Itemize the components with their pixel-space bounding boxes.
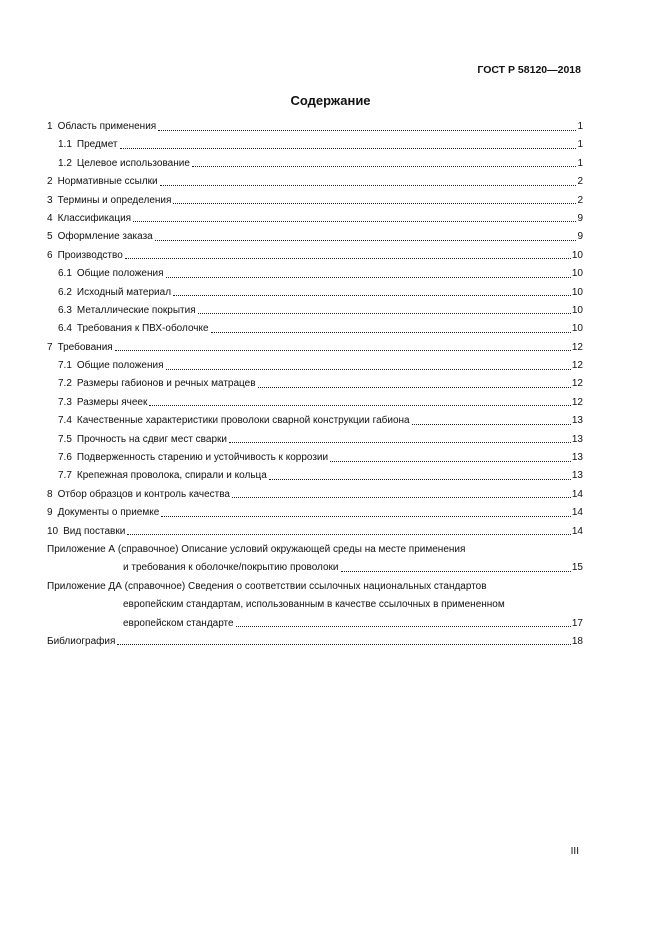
toc-entry: [47, 489, 583, 501]
leader-dots: [166, 369, 571, 370]
toc-page: 17: [571, 617, 583, 629]
toc-text: Отбор образцов и контроль качества: [57, 488, 230, 500]
toc-page: 15: [571, 562, 583, 574]
toc-entry: [47, 287, 583, 299]
appendix-a-title: Приложение А (справочное) Описание условий окружающей среды на месте применения: [47, 543, 466, 555]
toc-text: Целевое использование: [76, 157, 190, 169]
toc-number: 1.1: [58, 139, 72, 151]
appendix-a-entry: [47, 544, 583, 574]
toc-number: 5: [47, 231, 53, 243]
toc-page: 18: [571, 635, 583, 647]
toc-page: 1: [577, 157, 583, 169]
table-of-contents: [47, 121, 583, 654]
toc-page: 2: [577, 176, 583, 188]
leader-dots: [269, 479, 571, 480]
leader-dots: [155, 240, 577, 241]
leader-dots: [166, 277, 571, 278]
toc-text: европейском стандарте: [123, 617, 234, 629]
toc-text: Общие положения: [76, 268, 164, 280]
toc-page: 12: [571, 360, 583, 372]
toc-number: 9: [47, 507, 53, 519]
toc-entry: [47, 139, 583, 151]
leader-dots: [192, 166, 577, 167]
leader-dots: [120, 148, 577, 149]
toc-text: Классификация: [57, 212, 132, 224]
toc-entry: [47, 397, 583, 409]
leader-dots: [198, 313, 571, 314]
toc-entry: [47, 434, 583, 446]
toc-number: 6.4: [58, 323, 72, 335]
leader-dots: [211, 332, 571, 333]
toc-page: 10: [571, 323, 583, 335]
toc-number: 1: [47, 121, 53, 132]
leader-dots: [149, 405, 571, 406]
toc-number: 10: [47, 525, 59, 537]
toc-number: 6.2: [58, 286, 72, 298]
toc-entry: [47, 342, 583, 354]
toc-entry: [47, 507, 583, 519]
toc-page: 14: [571, 525, 583, 537]
toc-text: Нормативные ссылки: [57, 176, 158, 188]
page-title: Содержание: [290, 93, 371, 108]
leader-dots: [412, 424, 571, 425]
toc-number: 1.2: [58, 157, 72, 169]
toc-page: 1: [577, 121, 583, 132]
leader-dots: [330, 461, 571, 462]
toc-text: Область применения: [57, 121, 157, 132]
leader-dots: [160, 185, 577, 186]
toc-entry: [47, 268, 583, 280]
toc-number: 7: [47, 341, 53, 353]
appendix-da-continuation: [47, 618, 583, 630]
toc-text: Общие положения: [76, 360, 164, 372]
toc-entry: [47, 470, 583, 482]
toc-entry: [47, 158, 583, 170]
toc-entry: [47, 360, 583, 372]
toc-page: 10: [571, 286, 583, 298]
leader-dots: [115, 350, 571, 351]
leader-dots: [258, 387, 571, 388]
toc-text: Крепежная проволока, спирали и кольца: [76, 470, 267, 482]
toc-text: Требования к ПВХ-оболочке: [76, 323, 209, 335]
toc-page: 10: [571, 304, 583, 316]
appendix-da-title: Приложение ДА (справочное) Сведения о соответствии ссылочных национальных стандартов: [47, 580, 487, 592]
leader-dots: [232, 497, 571, 498]
toc-entry: [47, 323, 583, 335]
leader-dots: [158, 130, 576, 131]
appendix-da-continuation: европейским стандартам, использованным в качестве ссылочных в примененном: [123, 599, 505, 611]
toc-entry: [47, 378, 583, 390]
toc-entry: [47, 250, 583, 262]
toc-page: 14: [571, 488, 583, 500]
leader-dots: [125, 258, 571, 259]
toc-page: 12: [571, 396, 583, 408]
leader-dots: [173, 203, 576, 204]
toc-page: 13: [571, 433, 583, 445]
toc-number: 8: [47, 488, 53, 500]
leader-dots: [161, 516, 571, 517]
toc-page: 13: [571, 415, 583, 427]
leader-dots: [173, 295, 571, 296]
document-header: ГОСТ Р 58120—2018: [477, 64, 581, 76]
toc-text: Производство: [57, 249, 123, 261]
toc-page: 9: [577, 212, 583, 224]
toc-page: 13: [571, 470, 583, 482]
toc-text: и требования к оболочке/покрытию проволоки: [123, 562, 339, 574]
toc-entry: [47, 305, 583, 317]
toc-number: 6: [47, 249, 53, 261]
toc-number: 7.6: [58, 452, 72, 464]
toc-entry: [47, 415, 583, 427]
toc-page: 1: [577, 139, 583, 151]
toc-text: Библиография: [47, 635, 116, 647]
toc-text: Прочность на сдвиг мест сварки: [76, 433, 227, 445]
toc-entry: [47, 121, 583, 133]
toc-number: 7.4: [58, 415, 72, 427]
toc-text: Термины и определения: [57, 194, 172, 206]
toc-page: 12: [571, 341, 583, 353]
toc-entry: [47, 195, 583, 207]
toc-number: 4: [47, 212, 53, 224]
leader-dots: [341, 571, 571, 572]
leader-dots: [229, 442, 571, 443]
toc-entry: [47, 176, 583, 188]
toc-number: 7.7: [58, 470, 72, 482]
page-number: III: [570, 846, 579, 857]
toc-entry: [47, 452, 583, 464]
appendix-a-continuation: [47, 562, 583, 574]
toc-page: 2: [577, 194, 583, 206]
toc-number: 7.1: [58, 360, 72, 372]
toc-number: 6.1: [58, 268, 72, 280]
toc-text: Подверженность старению и устойчивость к коррозии: [76, 452, 329, 464]
toc-page: 13: [571, 452, 583, 464]
toc-number: 7.3: [58, 396, 72, 408]
toc-entry: [47, 526, 583, 538]
toc-page: 10: [571, 268, 583, 280]
toc-number: 2: [47, 176, 53, 188]
toc-number: 7.2: [58, 378, 72, 390]
toc-page: 12: [571, 378, 583, 390]
toc-number: 7.5: [58, 433, 72, 445]
toc-text: Качественные характеристики проволоки сварной конструкции габиона: [76, 415, 410, 427]
toc-text: Оформление заказа: [57, 231, 153, 243]
toc-text: Размеры габионов и речных матрацев: [76, 378, 256, 390]
leader-dots: [117, 644, 570, 645]
toc-text: Требования: [57, 341, 113, 353]
toc-page: 14: [571, 507, 583, 519]
toc-entry: [47, 213, 583, 225]
appendix-da-entry: [47, 581, 583, 630]
toc-text: Металлические покрытия: [76, 304, 196, 316]
toc-page: 9: [577, 231, 583, 243]
bibliography-entry: [47, 636, 583, 648]
toc-number: 6.3: [58, 304, 72, 316]
toc-text: Исходный материал: [76, 286, 172, 298]
leader-dots: [236, 626, 571, 627]
toc-page: 10: [571, 249, 583, 261]
toc-text: Предмет: [76, 139, 118, 151]
toc-text: Документы о приемке: [57, 507, 160, 519]
toc-text: Вид поставки: [63, 525, 126, 537]
toc-entry: [47, 231, 583, 243]
toc-text: Размеры ячеек: [76, 396, 148, 408]
toc-number: 3: [47, 194, 53, 206]
leader-dots: [127, 534, 571, 535]
leader-dots: [133, 221, 576, 222]
